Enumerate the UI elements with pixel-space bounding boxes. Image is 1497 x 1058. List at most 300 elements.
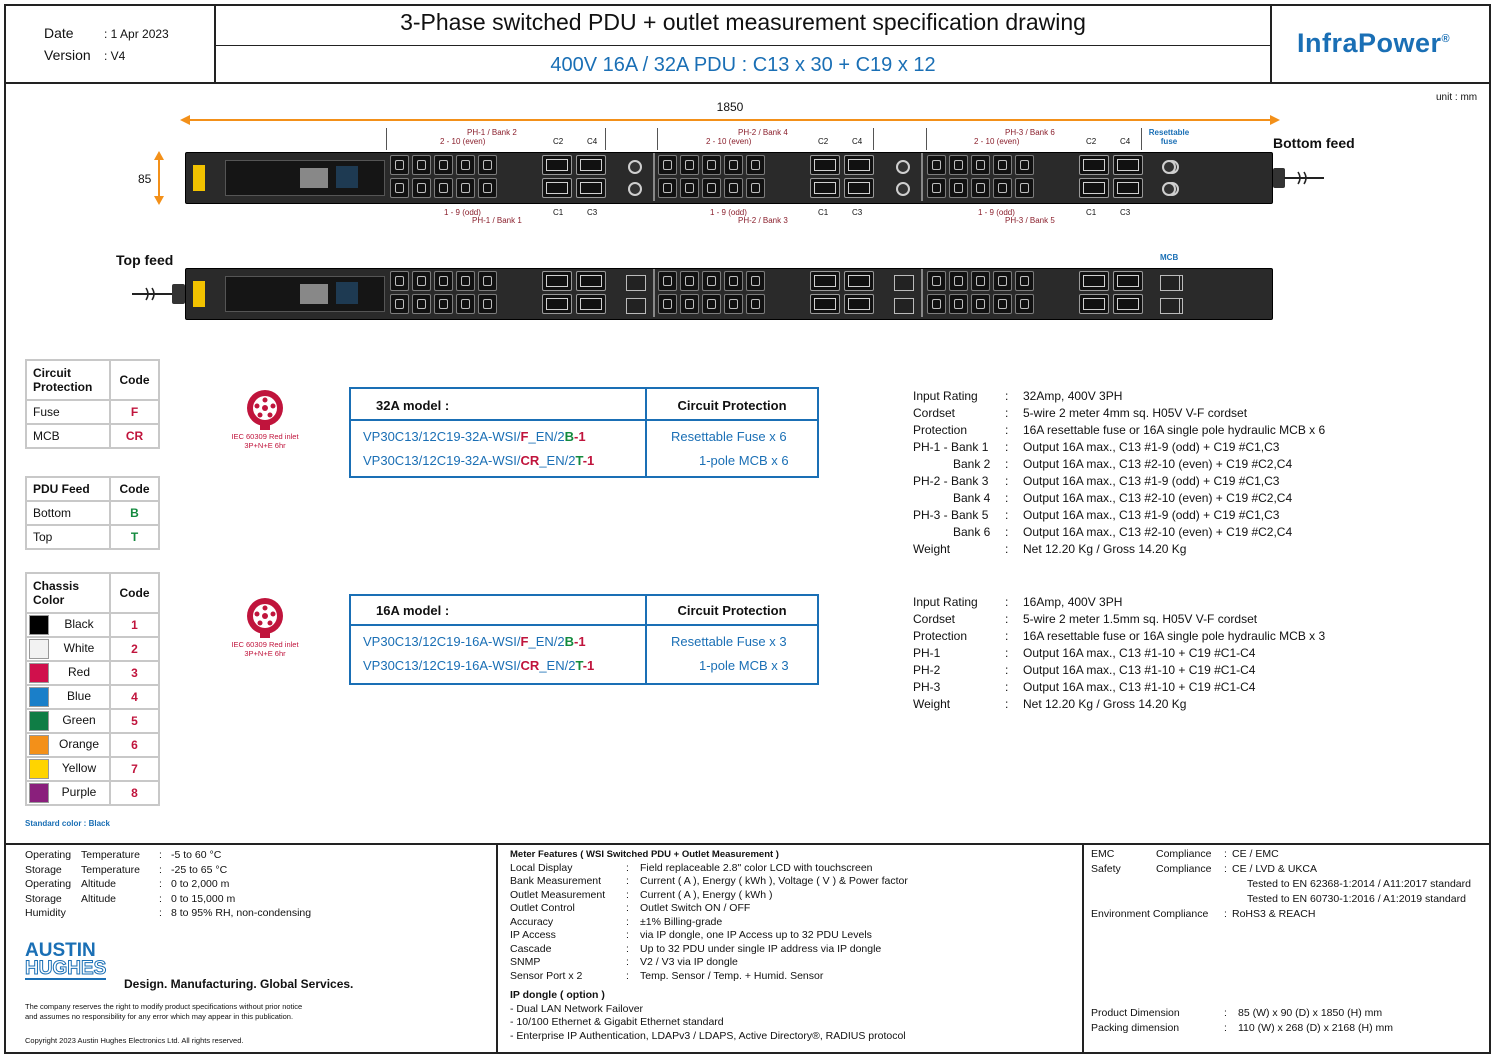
- env-key-sub: Temperature: [81, 849, 140, 861]
- spec-colon: :: [1005, 440, 1009, 454]
- spec-row: [913, 405, 1473, 422]
- chassis-row: [26, 733, 159, 757]
- mcb-breaker: [1160, 298, 1180, 314]
- label-ph2-range-odd: 1 - 9 (odd): [710, 208, 747, 217]
- meter-title: Meter Features ( WSI Switched PDU + Outlet Measurement ): [510, 849, 779, 860]
- meter-row: [510, 902, 1070, 916]
- label-ph2-c3: C3: [852, 208, 863, 217]
- c13-outlet: [927, 178, 946, 198]
- chassis-color-cell: [26, 733, 110, 757]
- table-cell-code: B: [110, 501, 159, 525]
- chassis-color-cell: [26, 781, 110, 805]
- c13-outlet: [680, 155, 699, 175]
- table-cell-code: F: [110, 400, 159, 424]
- code-protection: CR: [520, 453, 540, 468]
- label-ph3-c2: C2: [1086, 137, 1097, 146]
- c13-outlet: [390, 294, 409, 314]
- code-color: -1: [574, 429, 586, 444]
- env-colon: :: [159, 892, 162, 905]
- label-ph2-bank4: PH-2 / Bank 4: [738, 128, 788, 137]
- label-ph3-c4: C4: [1120, 137, 1131, 146]
- spec-row: [913, 645, 1473, 662]
- tick: [926, 128, 927, 150]
- spec-value: 5-wire 2 meter 1.5mm sq. H05V V-F cordset: [1023, 612, 1258, 626]
- meter-key: Accuracy: [510, 915, 554, 928]
- c13-outlet: [658, 271, 677, 291]
- c13-outlet: [434, 294, 453, 314]
- austin-hughes-logo: [25, 942, 106, 980]
- chassis-row: [26, 757, 159, 781]
- page-subtitle: 400V 16A / 32A PDU : C13 x 30 + C19 x 12: [550, 54, 936, 76]
- mcb-breaker: [626, 298, 646, 314]
- meter-colon: :: [626, 915, 629, 928]
- code-part: _EN/2: [539, 658, 576, 673]
- c13-outlet: [434, 178, 453, 198]
- code-part: _EN/2: [528, 429, 565, 444]
- meter-value: Current ( A ), Energy ( kWh ), Voltage ( V ) & Power factor: [640, 875, 908, 887]
- logo-reg: ®: [1441, 33, 1451, 45]
- label-ph3-bank5: PH-3 / Bank 5: [1005, 216, 1055, 225]
- c13-outlet: [949, 271, 968, 291]
- meter-value: ±1% Billing-grade: [640, 915, 723, 928]
- product-dimension-key: Product Dimension: [1091, 1007, 1180, 1019]
- chassis-color-name: Orange: [58, 737, 100, 752]
- c19-outlet: [576, 271, 606, 291]
- color-swatch: [29, 735, 49, 755]
- resettable-fuse: [896, 182, 910, 196]
- tick: [1141, 128, 1142, 150]
- c13-outlet: [412, 155, 431, 175]
- top-feed-cord: [132, 286, 172, 302]
- bank-separator: [921, 269, 923, 317]
- label-ph3-range-even: 2 - 10 (even): [974, 137, 1020, 146]
- tick: [605, 128, 606, 150]
- model-32a-fuse-protection: Resettable Fuse x 6: [671, 429, 787, 444]
- spec-row: [913, 439, 1473, 456]
- spec-colon: :: [1005, 389, 1009, 403]
- date-label: Date: [44, 25, 74, 41]
- spec-value: 5-wire 2 meter 4mm sq. H05V V-F cordset: [1023, 406, 1248, 420]
- model-32a-mcb-code: [363, 453, 594, 468]
- color-swatch: [29, 711, 49, 731]
- pdu-feed-table: [25, 476, 160, 550]
- safety-key: Safety: [1091, 863, 1121, 875]
- lan-ports: [300, 284, 328, 304]
- c13-outlet: [390, 271, 409, 291]
- spec-value: Output 16A max., C13 #1-9 (odd) + C19 #C1,C3: [1023, 474, 1280, 488]
- c13-outlet: [993, 178, 1012, 198]
- c13-outlet: [1015, 178, 1034, 198]
- spec-key-sub: Bank 2: [953, 457, 991, 471]
- c13-outlet: [927, 294, 946, 314]
- lcd-display: [336, 282, 358, 304]
- meter-row: [510, 875, 1070, 889]
- c13-outlet: [658, 294, 677, 314]
- spec-value: Output 16A max., C13 #1-10 + C19 #C1-C4: [1023, 663, 1256, 677]
- label-ph1-c4: C4: [587, 137, 598, 146]
- c13-outlet: [993, 155, 1012, 175]
- header-divider-right: [1270, 4, 1272, 84]
- top-cable-gland: [172, 284, 185, 304]
- chassis-color-name: Yellow: [61, 761, 97, 776]
- c13-outlet: [746, 178, 765, 198]
- length-value: 1850: [716, 100, 744, 114]
- table-header: Code: [110, 477, 159, 501]
- lcd-display: [336, 166, 358, 188]
- meter-row: [510, 916, 1070, 930]
- spec-row: [913, 594, 1473, 611]
- dongle-title: IP dongle ( option ): [510, 989, 605, 1001]
- table-cell: Top: [26, 525, 110, 549]
- label-ph1-c3: C3: [587, 208, 598, 217]
- spec-row: [913, 490, 1473, 507]
- c19-outlet: [844, 294, 874, 314]
- env-key: Operating: [25, 878, 72, 890]
- c13-outlet: [949, 294, 968, 314]
- c19-outlet: [1113, 294, 1143, 314]
- spec-value: Output 16A max., C13 #1-10 + C19 #C1-C4: [1023, 646, 1256, 660]
- resettable-fuse: [628, 182, 642, 196]
- model-16a-title: 16A model :: [376, 603, 450, 618]
- chassis-color-code: 3: [110, 661, 159, 685]
- code-color: -1: [582, 453, 595, 468]
- chassis-color-code: 5: [110, 709, 159, 733]
- spec-key: Weight: [913, 697, 951, 711]
- logo-austin: AUSTIN: [25, 940, 96, 961]
- code-protection: CR: [520, 658, 540, 673]
- copyright: Copyright 2023 Austin Hughes Electronics Ltd. All rights reserved.: [25, 1036, 244, 1045]
- chassis-color-code: 1: [110, 613, 159, 637]
- spec-colon: :: [1005, 542, 1009, 556]
- dongle-item: - 10/100 Ethernet & Gigabit Ethernet standard: [510, 1016, 724, 1028]
- spec-key: Input Rating: [913, 389, 978, 403]
- label-ph1-c1: C1: [553, 208, 564, 217]
- label-ph1-bank2: PH-1 / Bank 2: [467, 128, 517, 137]
- length-dimension-arrow: [180, 112, 1280, 128]
- spec-row: [913, 696, 1473, 713]
- spec-row: [913, 628, 1473, 645]
- table-header: Code: [110, 360, 159, 400]
- env-key-sub: Temperature: [81, 863, 140, 876]
- height-dimension-arrow: [152, 151, 166, 205]
- c13-outlet: [971, 271, 990, 291]
- safety-standard: Tested to EN 60730-1:2016 / A1:2019 standard: [1247, 893, 1466, 905]
- color-swatch: [29, 663, 49, 683]
- tick: [657, 128, 658, 150]
- chassis-row: [26, 637, 159, 661]
- emc-key2: Compliance: [1156, 848, 1212, 860]
- code-protection: F: [520, 429, 529, 444]
- chassis-color-name: Purple: [61, 785, 97, 800]
- spec-row: [913, 507, 1473, 524]
- c13-outlet: [478, 294, 497, 314]
- chassis-color-cell: [26, 757, 110, 781]
- model-32a-title: 32A model :: [376, 398, 450, 413]
- color-swatch: [29, 639, 49, 659]
- color-swatch: [29, 783, 49, 803]
- spec-key: PH-1: [913, 646, 941, 660]
- divider: [351, 624, 817, 626]
- chassis-color-name: Blue: [66, 689, 92, 704]
- chassis-color-name: Green: [62, 713, 96, 728]
- resettable-fuse: [1162, 160, 1176, 174]
- table-cell: Bottom: [26, 501, 110, 525]
- spec-row: [913, 456, 1473, 473]
- chassis-color-cell: [26, 637, 110, 661]
- spec-value: Output 16A max., C13 #2-10 (even) + C19 #C2,C4: [1023, 491, 1293, 505]
- code-feed: T: [575, 658, 583, 673]
- resettable-fuse: [896, 160, 910, 174]
- code-color: -1: [574, 634, 586, 649]
- spec-key: Cordset: [913, 612, 956, 626]
- footer-divider: [4, 843, 1491, 845]
- env-colon: :: [159, 849, 162, 861]
- spec-row: [913, 422, 1473, 439]
- c19-outlet: [1079, 178, 1109, 198]
- color-swatch: [29, 687, 49, 707]
- table-cell-code: CR: [110, 424, 159, 448]
- env-key-sub: Altitude: [81, 892, 117, 905]
- model-32a-fuse-code: [363, 429, 586, 444]
- dimension-block: Product Dimension : 85 (W) x 90 (D) x 1850 (H) mm Packing dimension : 110 (W) x 268 (D) x 2168 (H) mm: [1091, 1007, 1394, 1034]
- c19-outlet: [1079, 294, 1109, 314]
- standard-color-note: Standard color : Black: [25, 819, 110, 828]
- spec-key-sub: Bank 4: [953, 491, 991, 505]
- code-feed: B: [564, 634, 575, 649]
- spec-key: Input Rating: [913, 595, 978, 609]
- meter-list: [510, 862, 1070, 984]
- env-colon: :: [159, 863, 162, 876]
- spec-row: [913, 388, 1473, 405]
- tick: [873, 128, 874, 150]
- chassis-color-code: 2: [110, 637, 159, 661]
- c13-outlet: [680, 178, 699, 198]
- c19-outlet: [810, 178, 840, 198]
- meter-row: [510, 970, 1070, 984]
- meter-colon: :: [626, 902, 629, 914]
- spec-value: Output 16A max., C13 #1-10 + C19 #C1-C4: [1023, 680, 1256, 694]
- chassis-color-name: Black: [64, 617, 94, 632]
- meter-row: [510, 956, 1070, 970]
- meter-colon: :: [626, 875, 629, 887]
- header-divider: [4, 82, 1491, 84]
- model-16a-mcb-protection: 1-pole MCB x 3: [699, 658, 789, 673]
- code-part: VP30C13/12C19-16A-WSI/: [363, 634, 521, 649]
- model-32a-protection-header: Circuit Protection: [677, 398, 787, 413]
- c13-outlet: [434, 271, 453, 291]
- spec-value: 16A resettable fuse or 16A single pole hydraulic MCB x 3: [1023, 629, 1326, 643]
- c19-outlet: [810, 155, 840, 175]
- code-part: VP30C13/12C19-32A-WSI/: [363, 429, 521, 444]
- model-16a-fuse-protection: Resettable Fuse x 3: [671, 634, 787, 649]
- spec-row: [913, 524, 1473, 541]
- dongle-item: - Dual LAN Network Failover: [510, 1002, 644, 1015]
- chassis-row: [26, 613, 159, 637]
- infrapower-logo: [1297, 28, 1450, 59]
- c19-outlet: [576, 155, 606, 175]
- page-title: 3-Phase switched PDU + outlet measurement specification drawing: [400, 9, 1086, 35]
- height-value: 85: [138, 172, 152, 186]
- label-ph3-c1: C1: [1086, 208, 1097, 217]
- c19-outlet: [576, 294, 606, 314]
- chassis-row: [26, 685, 159, 709]
- env-value: 0 to 15,000 m: [171, 892, 236, 905]
- top-feed-label: Top feed: [116, 252, 174, 268]
- header-mid-divider: [214, 45, 1272, 46]
- env-key: Humidity: [25, 907, 66, 919]
- spec-value: Output 16A max., C13 #2-10 (even) + C19 #C2,C4: [1023, 525, 1293, 539]
- resettable-fuse: [1162, 182, 1176, 196]
- meter-row: [510, 889, 1070, 903]
- c13-outlet: [478, 271, 497, 291]
- spec-value: Output 16A max., C13 #2-10 (even) + C19 #C2,C4: [1023, 457, 1293, 471]
- meter-colon: :: [626, 888, 629, 901]
- env-value: 0 to 2,000 m: [171, 878, 230, 890]
- c13-outlet: [478, 155, 497, 175]
- c13-outlet: [949, 178, 968, 198]
- c13-outlet: [434, 155, 453, 175]
- color-swatch: [29, 615, 49, 635]
- c19-outlet: [810, 294, 840, 314]
- c19-outlet: [844, 178, 874, 198]
- spec-value: 16Amp, 400V 3PH: [1023, 595, 1123, 609]
- resettable-fuse: [628, 160, 642, 174]
- label-ph3-c3: C3: [1120, 208, 1131, 217]
- c13-outlet: [724, 178, 743, 198]
- label-ph1-range-odd: 1 - 9 (odd): [444, 208, 481, 217]
- meter-value: via IP dongle, one IP Access up to 32 PDU Levels: [640, 929, 872, 941]
- emc-value: CE / EMC: [1232, 848, 1279, 860]
- c13-outlet: [1015, 155, 1034, 175]
- meter-value: V2 / V3 via IP dongle: [640, 956, 738, 968]
- table-header: Chassis Color: [26, 573, 110, 613]
- env-value: 8 to 95% RH, non-condensing: [171, 907, 312, 919]
- bank-separator: [653, 153, 655, 201]
- code-protection: F: [520, 634, 529, 649]
- disclaimer-line: and assumes no responsibility for any error which may appear in this publication.: [25, 1012, 294, 1021]
- c19-outlet: [1079, 271, 1109, 291]
- bank-separator: [921, 153, 923, 201]
- unit-label: unit : mm: [1436, 92, 1478, 103]
- spec-row: [913, 611, 1473, 628]
- compliance-block: EMC Compliance : CE / EMC Safety Compliance : CE / LVD & UKCA Tested to EN 62368-1:2014 / A11:2017 standard Tested to EN 60730-1:2016 / A1:2019 standard Environment Compliance : RoHS3 & REACH: [1091, 848, 1471, 920]
- meter-colon: :: [626, 942, 629, 955]
- version-label: Version: [44, 47, 91, 63]
- c13-outlet: [456, 271, 475, 291]
- chassis-row: [26, 661, 159, 685]
- chassis-color-cell: [26, 709, 110, 733]
- spec-key: PH-2 - Bank 3: [913, 474, 989, 488]
- meter-row: [510, 929, 1070, 943]
- c13-outlet: [927, 155, 946, 175]
- env-colon: :: [159, 878, 162, 890]
- dongle-item: - Enterprise IP Authentication, LDAPv3 / LDAPS, Active Directory®, RADIUS protocol: [510, 1029, 906, 1042]
- meter-features: [510, 848, 1070, 1043]
- c13-outlet: [702, 294, 721, 314]
- c19-outlet: [542, 178, 572, 198]
- label-ph1-bank1: PH-1 / Bank 1: [472, 216, 522, 225]
- c13-outlet: [456, 178, 475, 198]
- spec-row: [913, 662, 1473, 679]
- chassis-color-code: 8: [110, 781, 159, 805]
- dongle-list: [510, 1003, 1070, 1044]
- chassis-color-cell: [26, 613, 110, 637]
- label-ph2-bank3: PH-2 / Bank 3: [738, 216, 788, 225]
- warning-label: [193, 165, 205, 191]
- label-ph2-c2: C2: [818, 137, 829, 146]
- label-ph3-bank6: PH-3 / Bank 6: [1005, 128, 1055, 137]
- spec-colon: :: [1005, 474, 1009, 488]
- footer-divider-right: [1082, 843, 1084, 1054]
- c13-outlet: [412, 178, 431, 198]
- divider: [351, 419, 817, 421]
- spec-colon: :: [1005, 612, 1009, 626]
- c13-outlet: [456, 155, 475, 175]
- spec-row: [913, 541, 1473, 558]
- c13-outlet: [702, 178, 721, 198]
- c13-outlet: [971, 155, 990, 175]
- color-swatch: [29, 759, 49, 779]
- c13-outlet: [390, 178, 409, 198]
- code-part: VP30C13/12C19-16A-WSI/: [363, 658, 521, 673]
- c13-outlet: [927, 271, 946, 291]
- c13-outlet: [971, 294, 990, 314]
- code-feed: T: [575, 453, 583, 468]
- c13-outlet: [412, 271, 431, 291]
- c19-outlet: [1113, 178, 1143, 198]
- spec-key: PH-3 - Bank 5: [913, 508, 989, 522]
- bottom-feed-label: Bottom feed: [1273, 135, 1355, 151]
- code-feed: B: [564, 429, 575, 444]
- spec-value: 16A resettable fuse or 16A single pole hydraulic MCB x 6: [1023, 423, 1326, 437]
- c19-outlet: [1113, 155, 1143, 175]
- spec-colon: :: [1005, 629, 1009, 643]
- meter-key: IP Access: [510, 929, 556, 941]
- table-header: PDU Feed: [26, 477, 110, 501]
- mcb-breaker: [1160, 275, 1180, 291]
- spec-colon: :: [1005, 406, 1009, 420]
- spec-key: PH-3: [913, 680, 941, 694]
- label-ph1-range-even: 2 - 10 (even): [440, 137, 486, 146]
- spec-colon: :: [1005, 680, 1009, 694]
- c13-outlet: [702, 271, 721, 291]
- date-value: : 1 Apr 2023: [104, 27, 169, 41]
- meter-colon: :: [626, 969, 629, 982]
- c13-outlet: [702, 155, 721, 175]
- code-part: VP30C13/12C19-32A-WSI/: [363, 453, 521, 468]
- product-dimension-value: 85 (W) x 90 (D) x 1850 (H) mm: [1238, 1007, 1383, 1019]
- label-ph2-c1: C1: [818, 208, 829, 217]
- meter-key: SNMP: [510, 956, 541, 968]
- spec-colon: :: [1005, 525, 1009, 539]
- c13-outlet: [412, 294, 431, 314]
- inlet-caption-32a: [220, 432, 310, 450]
- c19-outlet: [1079, 155, 1109, 175]
- spec-key-sub: Bank 6: [953, 525, 991, 539]
- label-ph2-range-even: 2 - 10 (even): [706, 137, 752, 146]
- c13-outlet: [658, 178, 677, 198]
- spec-colon: :: [1005, 423, 1009, 437]
- inlet-caption-line: IEC 60309 Red inlet: [231, 432, 299, 441]
- meter-colon: :: [626, 929, 629, 941]
- logo-hughes: HUGHES: [25, 958, 107, 979]
- table-cell: MCB: [26, 424, 110, 448]
- spec-value: Output 16A max., C13 #1-9 (odd) + C19 #C1,C3: [1023, 508, 1280, 522]
- c13-outlet: [390, 155, 409, 175]
- chassis-color-code: 7: [110, 757, 159, 781]
- austin-tagline: Design. Manufacturing. Global Services.: [124, 977, 354, 991]
- c13-outlet: [746, 271, 765, 291]
